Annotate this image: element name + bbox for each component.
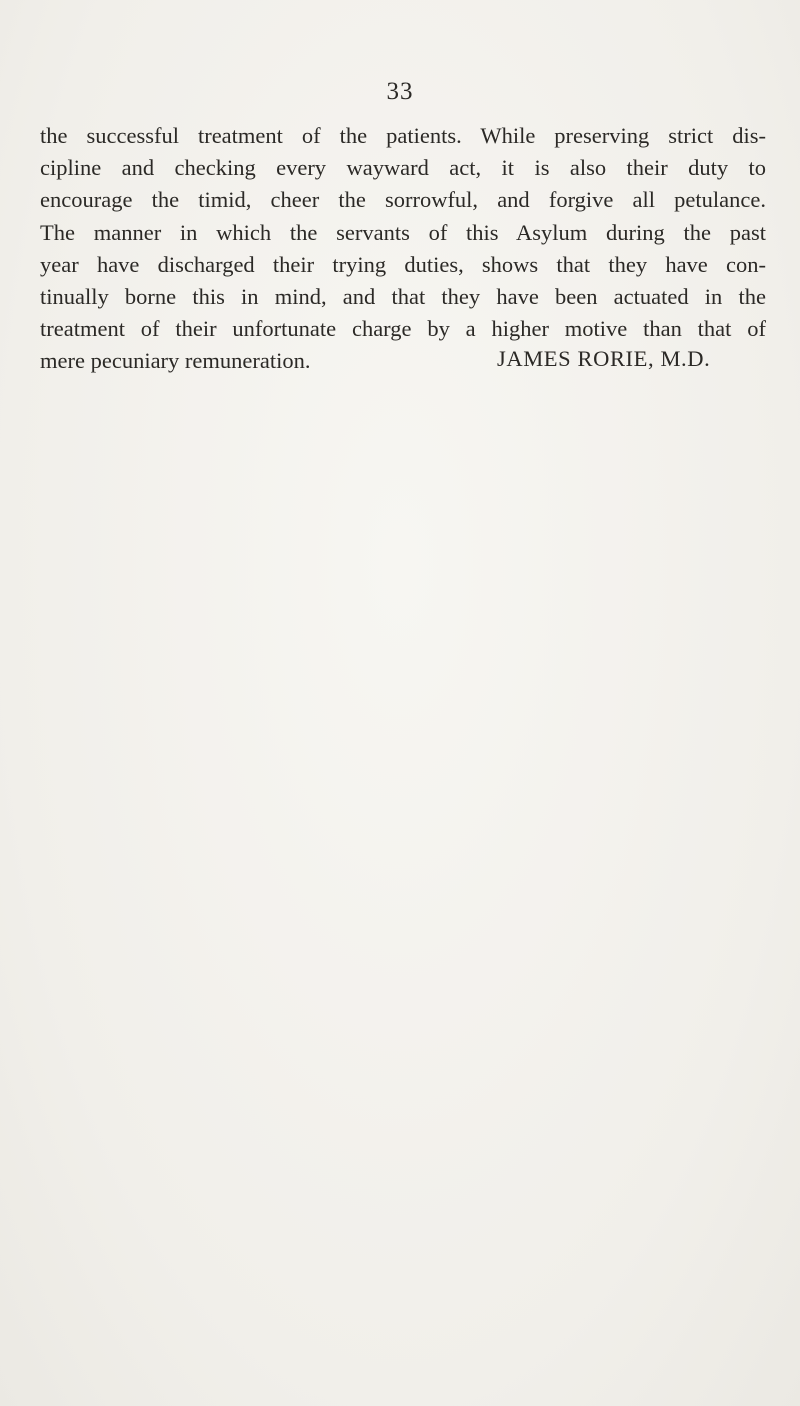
text-line: The manner in which the servants of this Asylum during the past [40, 219, 766, 245]
text-line: mere pecuniary remuneration. [40, 348, 311, 374]
page-number: 33 [386, 78, 414, 105]
body-paragraph [40, 120, 766, 378]
text-line: treatment of their unfortunate charge by a higher motive than that of [40, 316, 766, 342]
text-line: cipline and checking every wayward act, it is also their duty to [40, 155, 766, 181]
text-line: the successful treatment of the patients. While preserving strict dis- [40, 123, 766, 148]
text-line: year have discharged their trying duties, shows that they have con- [40, 251, 766, 277]
text-line: encourage the timid, cheer the sorrowful, and forgive all petulance. [40, 187, 766, 213]
author-signature: JAMES RORIE, M.D. [497, 346, 711, 371]
text-line: tinually borne this in mind, and that they have been actuated in the [40, 284, 766, 310]
